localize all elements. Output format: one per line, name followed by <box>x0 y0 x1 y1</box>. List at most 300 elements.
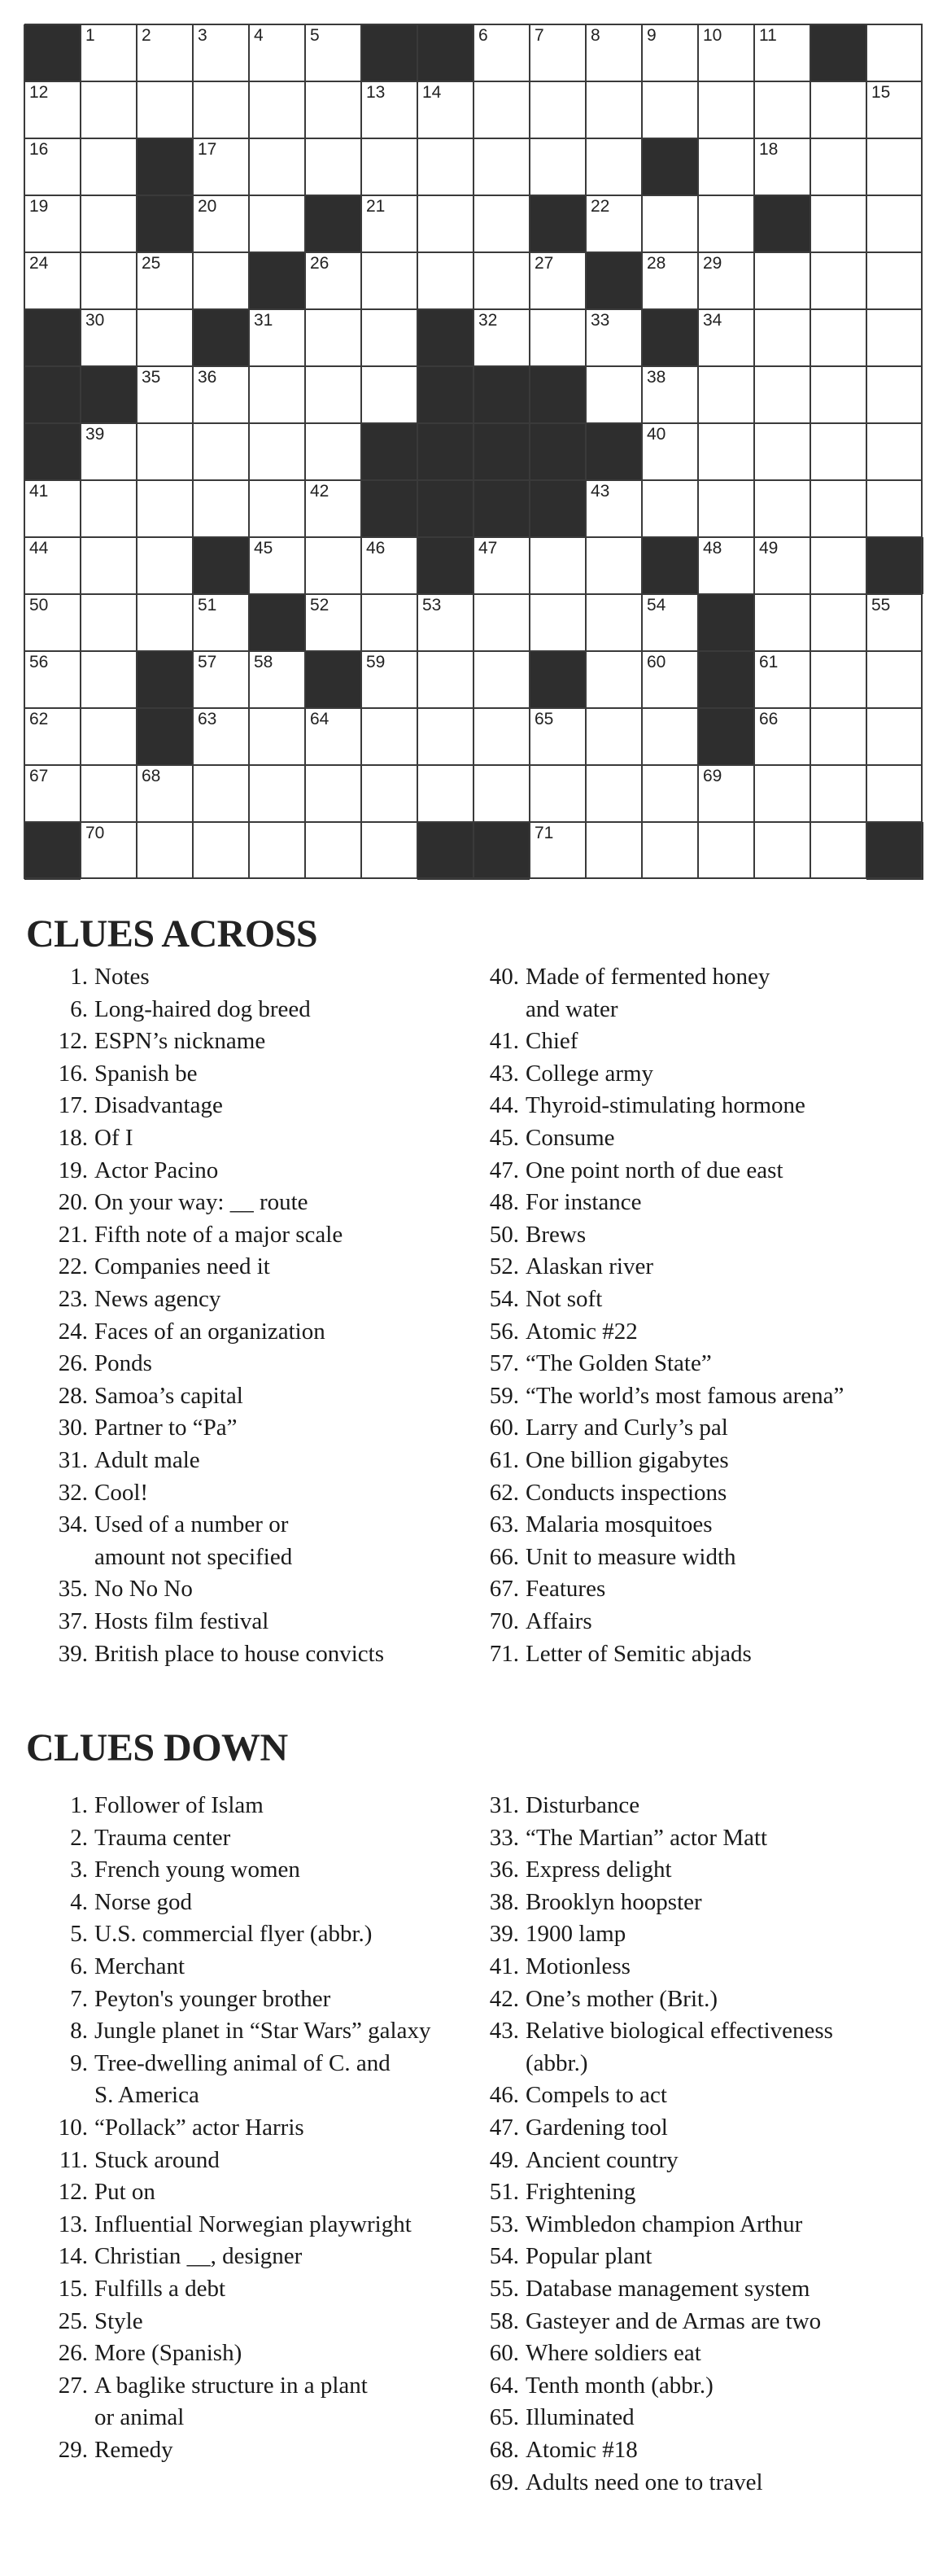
clue-number: 65. <box>489 2404 519 2431</box>
grid-cell[interactable] <box>137 366 194 424</box>
grid-block <box>249 252 306 310</box>
grid-cell[interactable] <box>474 81 530 139</box>
grid-line <box>80 24 81 879</box>
grid-cell[interactable] <box>193 138 250 196</box>
grid-cell[interactable] <box>642 651 699 709</box>
grid-cell[interactable] <box>810 81 867 139</box>
grid-cell[interactable] <box>586 594 643 652</box>
cell-number: 47 <box>478 539 498 558</box>
grid-cell[interactable] <box>193 81 250 139</box>
grid-cell[interactable] <box>305 537 362 595</box>
grid-cell[interactable] <box>81 81 137 139</box>
grid-cell[interactable] <box>305 423 362 481</box>
grid-line <box>753 24 755 879</box>
clue-item <box>489 1638 752 1670</box>
clue-item <box>489 1541 736 1573</box>
clue-text: Companies need it <box>94 1253 270 1280</box>
grid-cell[interactable] <box>305 594 362 652</box>
grid-cell[interactable] <box>530 708 587 766</box>
clue-item <box>489 1476 727 1509</box>
cell-number: 58 <box>254 653 273 671</box>
clue-item <box>58 1605 269 1638</box>
grid-cell[interactable] <box>698 81 755 139</box>
grid-cell[interactable] <box>586 138 643 196</box>
grid-cell[interactable] <box>474 765 530 823</box>
grid-cell[interactable] <box>81 423 137 481</box>
clue-text: Hosts film festival <box>94 1608 269 1634</box>
grid-line <box>24 593 923 595</box>
grid-cell[interactable] <box>698 537 755 595</box>
clue-item <box>489 2369 714 2402</box>
grid-cell[interactable] <box>698 423 755 481</box>
grid-cell[interactable] <box>81 537 137 595</box>
grid-cell[interactable] <box>361 651 418 709</box>
grid-cell[interactable] <box>81 252 137 310</box>
grid-cell[interactable] <box>586 195 643 253</box>
grid-cell[interactable] <box>810 138 867 196</box>
cell-number: 70 <box>85 824 105 842</box>
grid-cell[interactable] <box>810 765 867 823</box>
cell-number: 66 <box>759 710 779 728</box>
grid-cell[interactable] <box>810 423 867 481</box>
clue-item <box>58 1444 200 1476</box>
grid-cell[interactable] <box>698 195 755 253</box>
grid-cell[interactable] <box>137 537 194 595</box>
clue-text: S. America <box>94 2082 199 2109</box>
grid-cell[interactable] <box>249 480 306 538</box>
grid-cell[interactable] <box>417 252 474 310</box>
clue-text: Fifth note of a major scale <box>94 1221 343 1248</box>
cell-number: 55 <box>871 596 891 614</box>
grid-cell[interactable] <box>474 651 530 709</box>
grid-cell[interactable] <box>305 366 362 424</box>
grid-cell[interactable] <box>249 423 306 481</box>
clue-item <box>58 1057 198 1090</box>
grid-cell[interactable] <box>530 138 587 196</box>
grid-cell[interactable] <box>866 24 923 82</box>
clue-number: 55. <box>489 2276 519 2302</box>
grid-block <box>417 537 474 595</box>
grid-cell[interactable] <box>642 594 699 652</box>
grid-cell[interactable] <box>866 138 923 196</box>
grid-cell[interactable] <box>698 138 755 196</box>
grid-cell[interactable] <box>193 651 250 709</box>
grid-cell[interactable] <box>866 252 923 310</box>
grid-cell[interactable] <box>810 309 867 367</box>
grid-cell[interactable] <box>586 480 643 538</box>
crossword-grid <box>24 24 923 879</box>
cell-number: 9 <box>647 26 657 45</box>
grid-cell[interactable] <box>810 252 867 310</box>
grid-cell[interactable] <box>417 594 474 652</box>
grid-cell[interactable] <box>249 822 306 880</box>
grid-cell[interactable] <box>193 24 250 82</box>
cell-number: 65 <box>535 710 554 728</box>
grid-cell[interactable] <box>24 651 81 709</box>
grid-cell[interactable] <box>249 537 306 595</box>
grid-block <box>24 309 81 367</box>
grid-block <box>305 195 362 253</box>
grid-cell[interactable] <box>586 309 643 367</box>
grid-cell[interactable] <box>698 480 755 538</box>
clue-item <box>489 1122 615 1154</box>
grid-cell[interactable] <box>249 651 306 709</box>
grid-cell[interactable] <box>81 765 137 823</box>
clue-number: 51. <box>489 2179 519 2206</box>
cell-number: 62 <box>29 710 49 728</box>
clue-item <box>58 1411 238 1444</box>
grid-cell[interactable] <box>361 822 418 880</box>
clue-number: 15. <box>58 2276 88 2302</box>
grid-line <box>24 365 923 367</box>
grid-cell[interactable] <box>642 765 699 823</box>
grid-cell[interactable] <box>249 195 306 253</box>
grid-cell[interactable] <box>361 765 418 823</box>
grid-cell[interactable] <box>361 81 418 139</box>
grid-cell[interactable] <box>586 765 643 823</box>
grid-cell[interactable] <box>24 708 81 766</box>
grid-block <box>137 138 194 196</box>
cell-number: 54 <box>647 596 666 614</box>
clue-text: “The Golden State” <box>526 1350 712 1377</box>
clue-item <box>526 993 618 1026</box>
grid-cell[interactable] <box>24 480 81 538</box>
grid-cell[interactable] <box>417 765 474 823</box>
clue-number: 9. <box>70 2049 88 2076</box>
grid-cell[interactable] <box>305 708 362 766</box>
grid-cell[interactable] <box>474 195 530 253</box>
clue-text: amount not specified <box>94 1543 293 1570</box>
grid-cell[interactable] <box>305 24 362 82</box>
grid-cell[interactable] <box>810 822 867 880</box>
grid-cell[interactable] <box>530 594 587 652</box>
clue-number: 35. <box>58 1576 88 1603</box>
grid-cell[interactable] <box>361 309 418 367</box>
cell-number: 68 <box>142 767 161 785</box>
grid-cell[interactable] <box>530 765 587 823</box>
clue-text: Stuck around <box>94 2146 220 2173</box>
clue-item <box>70 993 311 1026</box>
grid-cell[interactable] <box>642 708 699 766</box>
clue-item <box>70 1822 231 1854</box>
cell-number: 8 <box>591 26 600 45</box>
cell-number: 46 <box>366 539 386 558</box>
cell-number: 11 <box>759 26 777 45</box>
clue-item <box>489 1315 638 1348</box>
grid-cell[interactable] <box>361 594 418 652</box>
grid-cell[interactable] <box>417 708 474 766</box>
grid-cell[interactable] <box>530 81 587 139</box>
grid-line <box>473 24 474 879</box>
grid-block <box>24 366 81 424</box>
grid-cell[interactable] <box>81 309 137 367</box>
clue-number: 27. <box>58 2372 88 2399</box>
grid-cell[interactable] <box>586 366 643 424</box>
grid-cell[interactable] <box>754 24 811 82</box>
grid-line <box>529 24 530 879</box>
grid-cell[interactable] <box>24 138 81 196</box>
grid-cell[interactable] <box>81 24 137 82</box>
grid-cell[interactable] <box>137 594 194 652</box>
grid-cell[interactable] <box>81 822 137 880</box>
grid-cell[interactable] <box>754 765 811 823</box>
grid-cell[interactable] <box>305 309 362 367</box>
grid-cell[interactable] <box>586 24 643 82</box>
grid-cell[interactable] <box>866 366 923 424</box>
cell-number: 56 <box>29 653 49 671</box>
grid-cell[interactable] <box>24 252 81 310</box>
cell-number: 29 <box>703 254 722 273</box>
grid-cell[interactable] <box>698 366 755 424</box>
grid-cell[interactable] <box>866 309 923 367</box>
grid-cell[interactable] <box>305 252 362 310</box>
grid-block <box>361 423 418 481</box>
grid-cell[interactable] <box>698 252 755 310</box>
grid-cell[interactable] <box>642 366 699 424</box>
grid-cell[interactable] <box>137 480 194 538</box>
clue-number: 64. <box>489 2372 519 2399</box>
grid-cell[interactable] <box>193 423 250 481</box>
grid-block <box>810 24 867 82</box>
grid-cell[interactable] <box>24 537 81 595</box>
grid-cell[interactable] <box>81 138 137 196</box>
clue-text: Norse god <box>94 1888 193 1915</box>
grid-cell[interactable] <box>530 822 587 880</box>
clue-text: and water <box>526 995 618 1022</box>
grid-cell[interactable] <box>361 708 418 766</box>
clue-number: 54. <box>489 1286 519 1312</box>
grid-cell[interactable] <box>866 594 923 652</box>
grid-cell[interactable] <box>81 651 137 709</box>
clue-text: Popular plant <box>526 2243 652 2270</box>
clue-item <box>489 1250 654 1283</box>
grid-cell[interactable] <box>417 138 474 196</box>
clue-item <box>58 1154 219 1187</box>
grid-cell[interactable] <box>474 594 530 652</box>
grid-cell[interactable] <box>866 423 923 481</box>
clue-number: 41. <box>489 1028 519 1055</box>
grid-cell[interactable] <box>530 252 587 310</box>
grid-cell[interactable] <box>305 822 362 880</box>
grid-cell[interactable] <box>193 594 250 652</box>
grid-block <box>530 480 587 538</box>
grid-cell[interactable] <box>586 708 643 766</box>
grid-cell[interactable] <box>137 309 194 367</box>
grid-cell[interactable] <box>361 252 418 310</box>
grid-cell[interactable] <box>24 765 81 823</box>
grid-cell[interactable] <box>866 708 923 766</box>
grid-cell[interactable] <box>642 480 699 538</box>
grid-block <box>24 24 81 82</box>
clue-text: Remedy <box>94 2437 173 2463</box>
grid-cell[interactable] <box>474 537 530 595</box>
clue-item <box>58 2434 173 2466</box>
grid-cell[interactable] <box>754 480 811 538</box>
clue-item <box>489 1983 718 2015</box>
clue-number: 61. <box>489 1447 519 1473</box>
grid-cell[interactable] <box>754 252 811 310</box>
grid-line <box>24 479 923 481</box>
grid-cell[interactable] <box>417 651 474 709</box>
grid-cell[interactable] <box>754 366 811 424</box>
clue-number: 46. <box>489 2082 519 2109</box>
cell-number: 4 <box>254 26 264 45</box>
grid-block <box>417 423 474 481</box>
grid-cell[interactable] <box>866 651 923 709</box>
grid-cell[interactable] <box>193 195 250 253</box>
grid-cell[interactable] <box>193 765 250 823</box>
grid-cell[interactable] <box>24 195 81 253</box>
clue-item <box>59 2144 220 2176</box>
grid-cell[interactable] <box>137 81 194 139</box>
clue-number: 31. <box>489 1792 519 1818</box>
grid-cell[interactable] <box>698 24 755 82</box>
grid-cell[interactable] <box>137 252 194 310</box>
grid-cell[interactable] <box>361 138 418 196</box>
grid-cell[interactable] <box>810 708 867 766</box>
grid-cell[interactable] <box>754 81 811 139</box>
grid-cell[interactable] <box>249 309 306 367</box>
grid-cell[interactable] <box>810 594 867 652</box>
grid-cell[interactable] <box>866 765 923 823</box>
clue-item <box>58 1315 325 1348</box>
grid-cell[interactable] <box>754 651 811 709</box>
grid-block <box>754 195 811 253</box>
grid-cell[interactable] <box>810 651 867 709</box>
grid-cell[interactable] <box>530 537 587 595</box>
grid-cell[interactable] <box>361 195 418 253</box>
grid-cell[interactable] <box>81 480 137 538</box>
grid-cell[interactable] <box>361 537 418 595</box>
grid-cell[interactable] <box>586 651 643 709</box>
grid-cell[interactable] <box>249 765 306 823</box>
grid-cell[interactable] <box>24 81 81 139</box>
grid-cell[interactable] <box>249 708 306 766</box>
clue-text: Larry and Curly’s pal <box>526 1415 728 1441</box>
clue-item <box>489 2208 803 2241</box>
grid-cell[interactable] <box>754 309 811 367</box>
grid-cell[interactable] <box>137 822 194 880</box>
grid-cell[interactable] <box>137 423 194 481</box>
grid-cell[interactable] <box>586 822 643 880</box>
grid-cell[interactable] <box>810 480 867 538</box>
grid-cell[interactable] <box>81 195 137 253</box>
cell-number: 36 <box>198 368 217 387</box>
grid-cell[interactable] <box>866 480 923 538</box>
clue-number: 19. <box>58 1157 88 1183</box>
grid-cell[interactable] <box>474 252 530 310</box>
grid-cell[interactable] <box>754 537 811 595</box>
grid-cell[interactable] <box>193 366 250 424</box>
clue-item <box>489 1347 712 1380</box>
clue-text: “Pollack” actor Harris <box>94 2115 304 2141</box>
grid-cell[interactable] <box>474 138 530 196</box>
clue-number: 39. <box>58 1640 88 1667</box>
grid-cell[interactable] <box>642 822 699 880</box>
grid-block <box>417 480 474 538</box>
grid-cell[interactable] <box>137 24 194 82</box>
grid-cell[interactable] <box>305 480 362 538</box>
grid-cell[interactable] <box>754 594 811 652</box>
grid-cell[interactable] <box>361 366 418 424</box>
grid-cell[interactable] <box>193 708 250 766</box>
grid-cell[interactable] <box>137 765 194 823</box>
grid-cell[interactable] <box>810 195 867 253</box>
grid-block <box>474 480 530 538</box>
grid-cell[interactable] <box>249 366 306 424</box>
grid-cell[interactable] <box>642 24 699 82</box>
grid-cell[interactable] <box>642 423 699 481</box>
grid-cell[interactable] <box>474 24 530 82</box>
grid-cell[interactable] <box>81 594 137 652</box>
grid-cell[interactable] <box>305 138 362 196</box>
clue-text: Tree-dwelling animal of C. and <box>94 2049 391 2076</box>
grid-cell[interactable] <box>417 81 474 139</box>
grid-cell[interactable] <box>754 822 811 880</box>
grid-block <box>417 24 474 82</box>
grid-cell[interactable] <box>81 708 137 766</box>
clue-text: For instance <box>526 1189 642 1216</box>
grid-cell[interactable] <box>866 195 923 253</box>
grid-cell[interactable] <box>754 138 811 196</box>
clue-number: 37. <box>58 1608 88 1634</box>
grid-cell[interactable] <box>810 537 867 595</box>
grid-cell[interactable] <box>24 594 81 652</box>
grid-cell[interactable] <box>586 537 643 595</box>
grid-cell[interactable] <box>866 81 923 139</box>
clue-text: Thyroid-stimulating hormone <box>526 1092 805 1119</box>
grid-cell[interactable] <box>193 252 250 310</box>
clue-item <box>58 2369 368 2402</box>
grid-cell[interactable] <box>642 252 699 310</box>
grid-cell[interactable] <box>754 708 811 766</box>
grid-cell[interactable] <box>810 366 867 424</box>
grid-cell[interactable] <box>642 81 699 139</box>
cell-number: 14 <box>422 83 442 102</box>
clue-item <box>70 1950 185 1983</box>
clue-text: One billion gigabytes <box>526 1447 729 1473</box>
grid-cell[interactable] <box>305 81 362 139</box>
clue-text: Jungle planet in “Star Wars” galaxy <box>94 2018 431 2045</box>
grid-cell[interactable] <box>642 195 699 253</box>
clue-item <box>489 2305 822 2338</box>
grid-cell[interactable] <box>698 309 755 367</box>
grid-cell[interactable] <box>530 24 587 82</box>
grid-cell[interactable] <box>249 24 306 82</box>
grid-cell[interactable] <box>698 765 755 823</box>
grid-cell[interactable] <box>305 765 362 823</box>
grid-cell[interactable] <box>530 309 587 367</box>
grid-cell[interactable] <box>474 708 530 766</box>
grid-cell[interactable] <box>698 822 755 880</box>
grid-cell[interactable] <box>474 309 530 367</box>
clue-text: Compels to act <box>526 2082 667 2109</box>
grid-cell[interactable] <box>193 822 250 880</box>
grid-block <box>81 366 137 424</box>
grid-cell[interactable] <box>586 81 643 139</box>
grid-cell[interactable] <box>754 423 811 481</box>
grid-cell[interactable] <box>249 138 306 196</box>
clue-item <box>489 1886 702 1918</box>
clue-item <box>70 960 150 993</box>
grid-cell[interactable] <box>193 480 250 538</box>
grid-block <box>530 651 587 709</box>
grid-cell[interactable] <box>417 195 474 253</box>
grid-cell[interactable] <box>249 81 306 139</box>
cell-number: 12 <box>29 83 49 102</box>
cell-number: 22 <box>591 197 610 216</box>
cell-number: 25 <box>142 254 161 273</box>
